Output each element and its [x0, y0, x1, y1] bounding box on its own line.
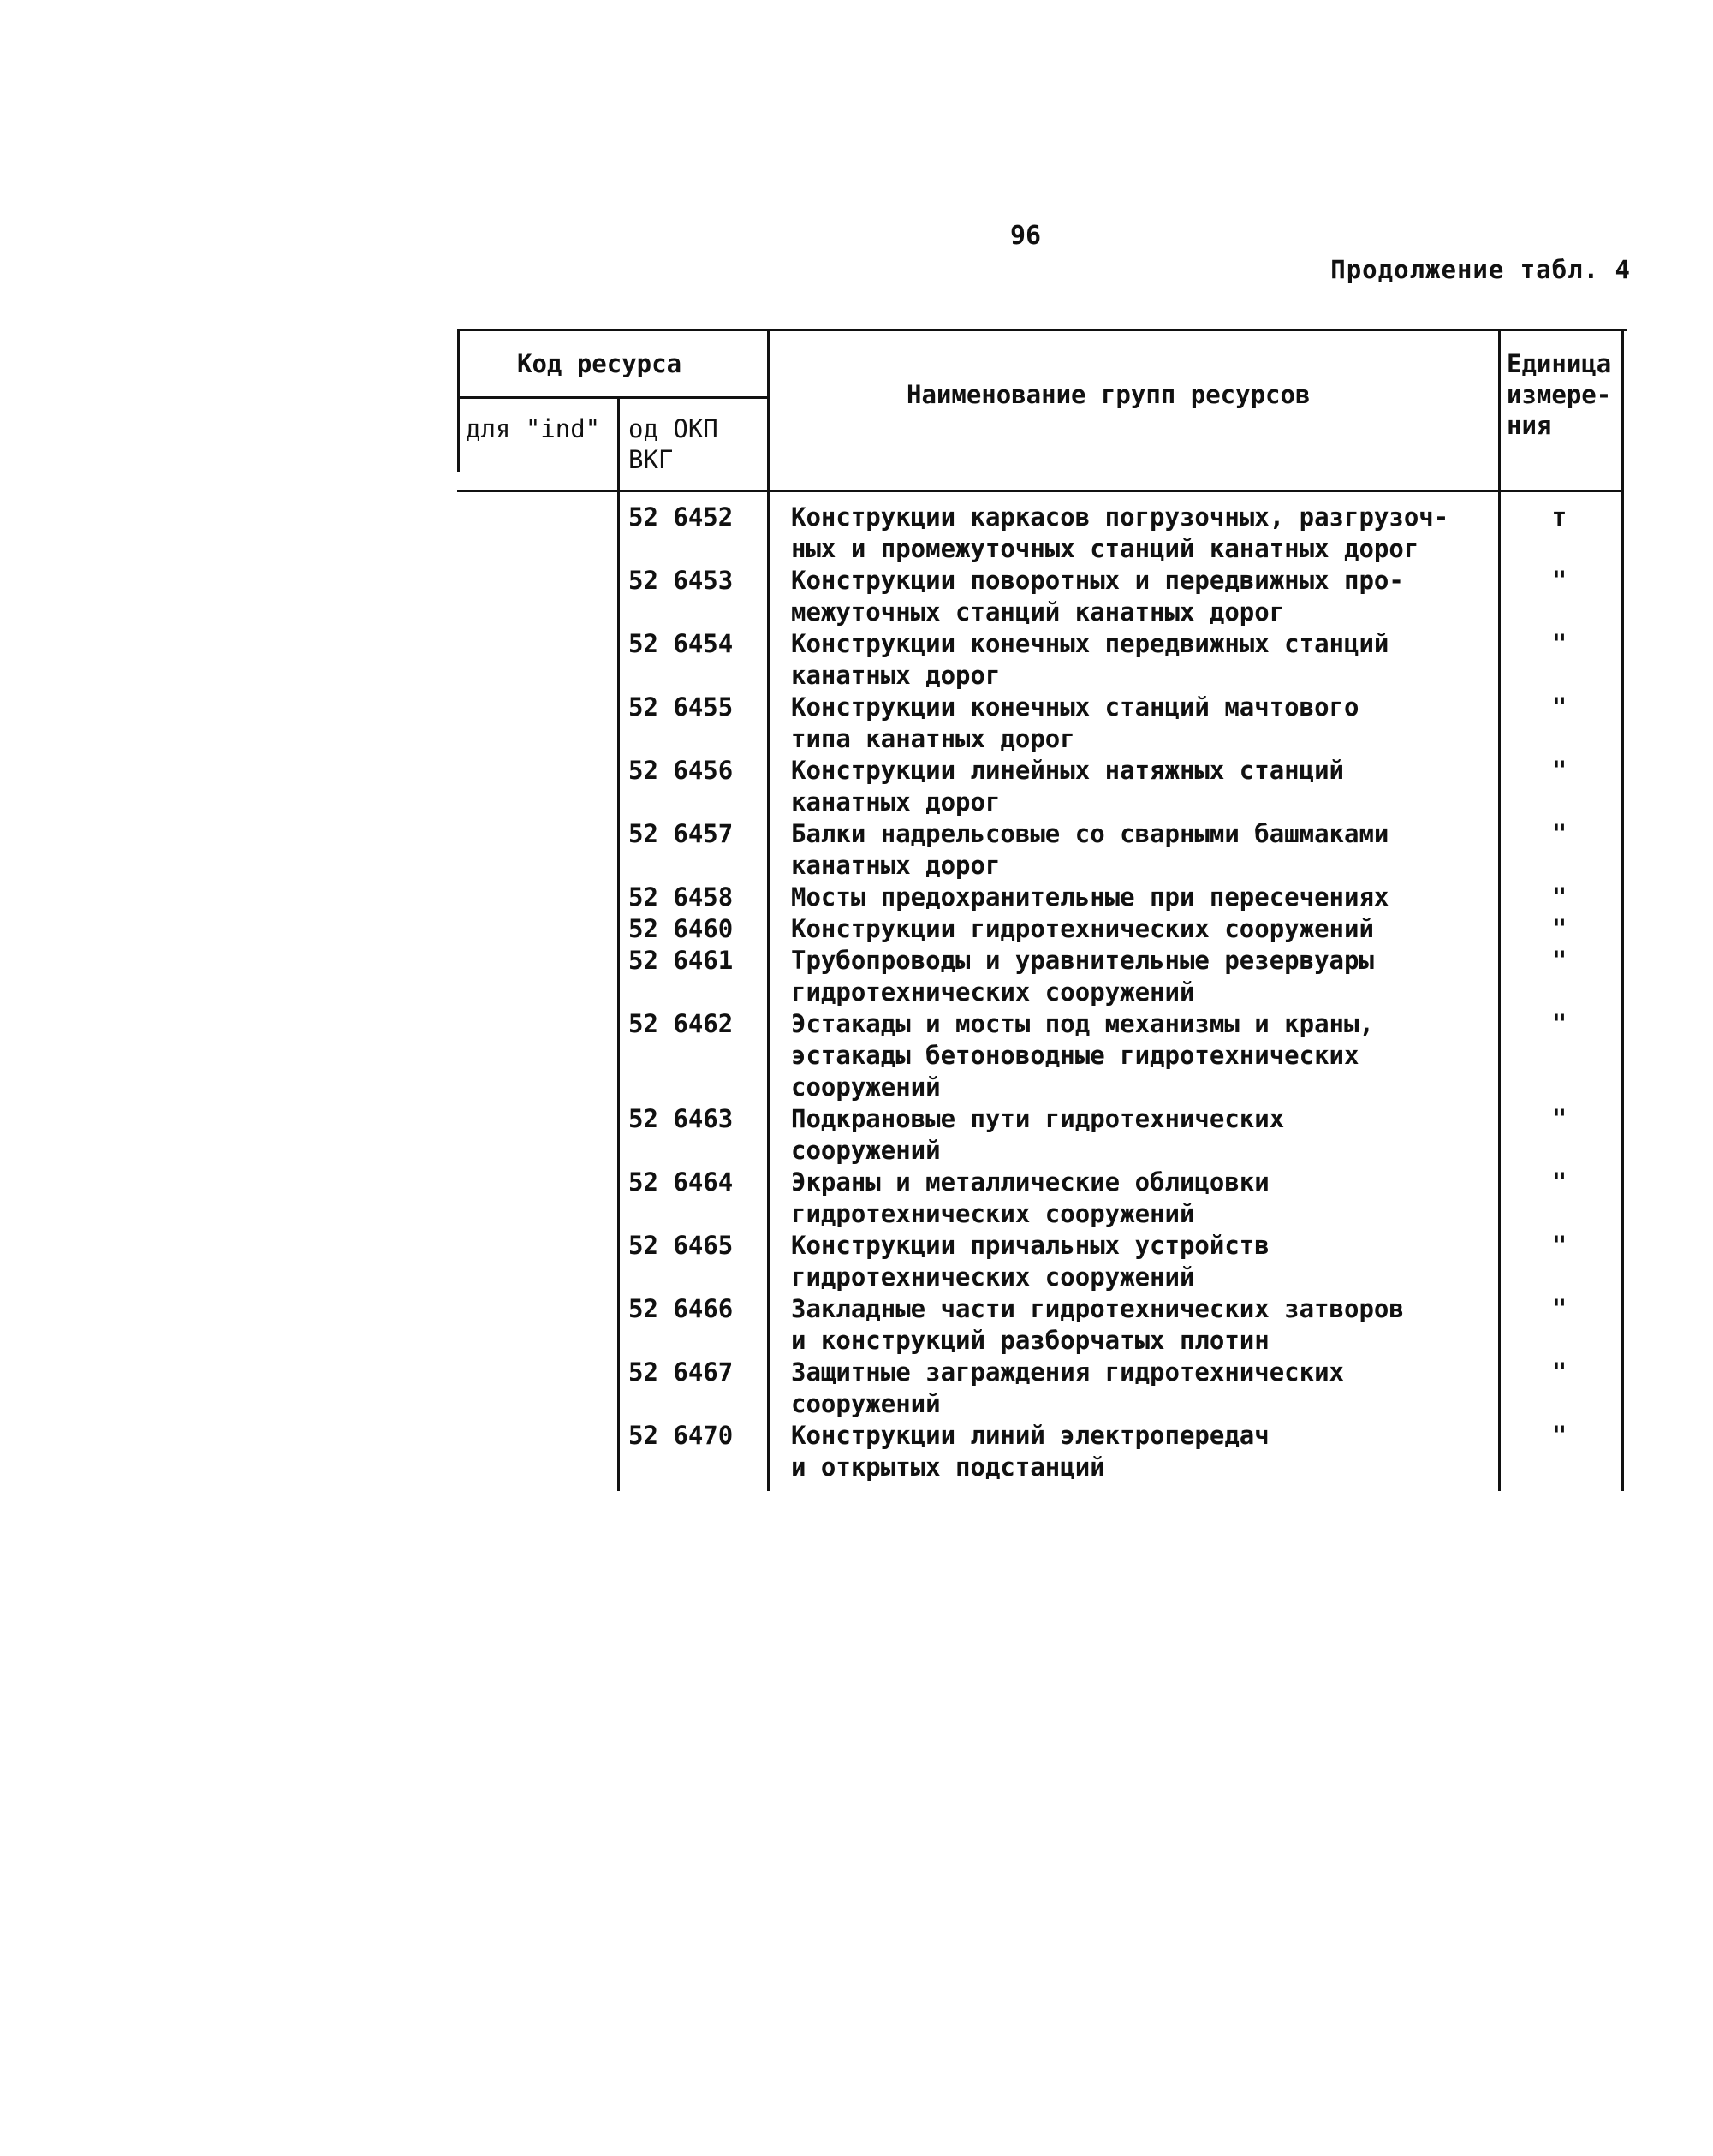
- row-name: Конструкции каркасов погрузочных, разгрузоч- ных и промежуточных станций канатных дорог: [791, 502, 1449, 563]
- row-name: Конструкции линейных натяжных станций канатных дорог: [791, 756, 1345, 817]
- row-unit: ": [1551, 1009, 1567, 1038]
- column-divider-ind: [617, 396, 620, 1491]
- row-code: 52 6464: [628, 1167, 734, 1197]
- header-col-unit: Единица измере- ния: [1507, 349, 1612, 440]
- row-code: 52 6453: [628, 566, 734, 595]
- row-name: Конструкции конечных станций мачтового типа канатных дорог: [791, 692, 1359, 753]
- row-code: 52 6463: [628, 1104, 734, 1133]
- header-subdivider: [457, 396, 767, 399]
- header-col-ind: для "ind": [466, 414, 601, 443]
- row-code: 52 6458: [628, 882, 734, 912]
- row-unit: ": [1551, 1231, 1567, 1260]
- table-continuation-label: Продолжение табл. 4: [1330, 255, 1631, 284]
- row-name: Защитные заграждения гидротехнических сооружений: [791, 1357, 1345, 1418]
- row-name: Трубопроводы и уравнительные резервуары гидротехнических сооружений: [791, 946, 1374, 1007]
- row-unit: т: [1551, 502, 1567, 532]
- row-unit: ": [1551, 946, 1567, 975]
- row-name: Экраны и металлические облицовки гидротехнических сооружений: [791, 1167, 1270, 1228]
- row-unit: ": [1551, 1357, 1567, 1387]
- row-name: Закладные части гидротехнических затворов и конструкций разборчатых плотин: [791, 1294, 1404, 1355]
- row-unit: ": [1551, 1167, 1567, 1197]
- row-name: Конструкции поворотных и передвижных про- межуточных станций канатных дорог: [791, 566, 1404, 627]
- row-name: Эстакады и мосты под механизмы и краны, эстакады бетоноводные гидротехнических сооружений: [791, 1009, 1374, 1102]
- row-name: Конструкции гидротехнических сооружений: [791, 914, 1374, 943]
- row-code: 52 6456: [628, 756, 734, 785]
- row-unit: ": [1551, 756, 1567, 785]
- header-col-name: Наименование групп ресурсов: [907, 380, 1311, 409]
- row-name: Мосты предохранительные при пересечениях: [791, 882, 1389, 912]
- row-unit: ": [1551, 629, 1567, 658]
- row-code: 52 6465: [628, 1231, 734, 1260]
- row-unit: ": [1551, 566, 1567, 595]
- column-divider-code: [767, 331, 770, 1491]
- row-unit: ": [1551, 819, 1567, 848]
- row-code: 52 6466: [628, 1294, 734, 1323]
- table-right-border: [1621, 331, 1624, 1491]
- row-name: Подкрановые пути гидротехнических сооружений: [791, 1104, 1285, 1165]
- row-name: Конструкции линий электропередач и открытых подстанций: [791, 1421, 1270, 1482]
- row-code: 52 6470: [628, 1421, 734, 1450]
- row-name: Конструкции причальных устройств гидротехнических сооружений: [791, 1231, 1270, 1292]
- row-unit: ": [1551, 882, 1567, 912]
- table-left-border: [457, 331, 460, 472]
- row-code: 52 6461: [628, 946, 734, 975]
- resource-table: [457, 329, 1627, 1491]
- row-unit: ": [1551, 1294, 1567, 1323]
- row-unit: ": [1551, 1421, 1567, 1450]
- row-code: 52 6452: [628, 502, 734, 532]
- page-number: 96: [1010, 221, 1042, 251]
- row-code: 52 6454: [628, 629, 734, 658]
- header-bottom-rule: [457, 490, 1624, 492]
- row-name: Балки надрельсовые со сварными башмаками канатных дорог: [791, 819, 1389, 880]
- row-code: 52 6457: [628, 819, 734, 848]
- row-name: Конструкции конечных передвижных станций канатных дорог: [791, 629, 1389, 690]
- header-col-okp: од ОКП ВКГ: [628, 414, 718, 474]
- row-unit: ": [1551, 914, 1567, 943]
- row-code: 52 6462: [628, 1009, 734, 1038]
- row-code: 52 6467: [628, 1357, 734, 1387]
- row-unit: ": [1551, 692, 1567, 722]
- row-code: 52 6455: [628, 692, 734, 722]
- row-code: 52 6460: [628, 914, 734, 943]
- header-resource-code: Код ресурса: [517, 349, 682, 378]
- row-unit: ": [1551, 1104, 1567, 1133]
